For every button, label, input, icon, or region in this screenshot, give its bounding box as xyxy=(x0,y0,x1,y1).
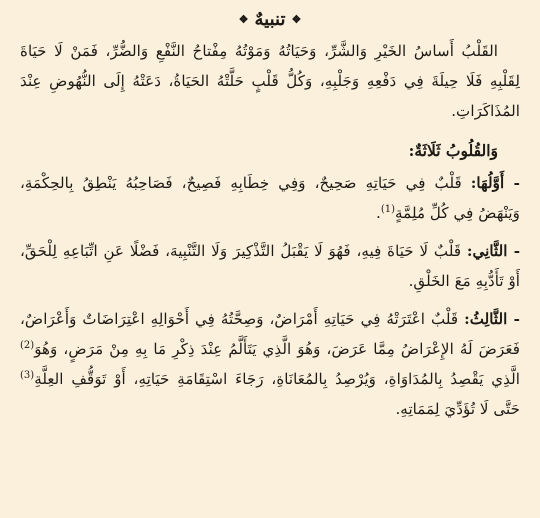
item-label: - أَوَّلُهَا: xyxy=(470,174,520,192)
ornament-right-icon: ❖ xyxy=(291,13,302,26)
item-text: قَلْبٌ اعْتَرَتْهُ فِي حَيَاتِهِ أَمْرَاضٌ، وَصِحَّتُهُ فِي أَحْوَالِهِ اعْتِرَاضَاتٌ وَأَعْرَاضٌ، فَعَرَضَ لَهُ الإِعْرَاضُ مِمَّا عَرَضَ، وَهُوَ الَّذِي يَتَأَلَّمُ عِنْدَ ذِكْرِ مَا بِهِ مِنْ مَرَضٍ، وَهُوَ xyxy=(20,310,520,358)
footnote-ref[interactable]: (2) xyxy=(20,339,35,351)
item-tail: . xyxy=(376,204,381,222)
hearts-subheading: وَالقُلُوبُ ثَلَاثَةٌ: xyxy=(408,141,498,160)
item-tail-end: حَتَّى لَا تُؤَدِّيَ لِمَمَاتِهِ. xyxy=(395,400,520,418)
list-item-third xyxy=(20,304,520,424)
section-heading xyxy=(20,6,520,34)
ornament-left-icon: ❖ xyxy=(238,13,249,26)
item-label: - الثَّانِي: xyxy=(466,242,521,260)
item-tail: الَّذِي يَقْصِدُ بِالمُدَاوَاةِ، وَيُرْصِدُ بِالمُعَانَاةِ، رَجَاءَ اسْتِقَامَةِ حَيَاتِهِ، أَوْ تَوَقُّفِ العِلَّةِ xyxy=(34,370,520,388)
intro-paragraph: القَلْبُ أَساسُ الخَيْرِ وَالشَّرِّ، وَحَيَاتُهُ وَمَوْتُهُ مِفْتاحُ النَّفْعِ وَالضُّرِّ، فَمَنْ لَا حَيَاةَ لِقَلْبِهِ فَلَا حِيلَةَ فِي دَفْعِهِ وَجَلْبِهِ، وَكُلُّ قَلْبٍ حَلَّتْهُ الحَيَاةُ، دَعَتْهُ إِلَى النُّهُوضِ عِنْدَ المُذَاكَرَاتِ. xyxy=(20,42,520,120)
heading-title: تنبيهٌ xyxy=(254,9,286,30)
item-text: قَلْبٌ لَا حَيَاةَ فِيهِ، فَهُوَ لَا يَقْبَلُ التَّذْكِيرَ وَلَا التَّنْبِيهَ، فَضْلًا عَنِ اتِّبَاعِهِ لِلْحَقِّ، أَوْ تَأَدُّبِهِ مَعَ الخَلْقِ. xyxy=(20,242,520,290)
list-item-first xyxy=(20,168,520,228)
item-label: - الثَّالِثُ: xyxy=(464,310,520,328)
footnote-ref[interactable]: (3) xyxy=(20,369,35,381)
item-text: قَلْبٌ فِي حَيَاتِهِ صَحِيحٌ، وَفِي خِطَابِهِ فَصِيحٌ، فَصَاحِبُهُ يَنْطِقُ بِالحِكْمَةِ، وَيَنْهَضُ فِي كُلِّ مُلِمَّةٍ xyxy=(20,174,520,222)
footnote-ref[interactable]: (1) xyxy=(380,203,396,215)
list-item-second xyxy=(20,236,520,296)
